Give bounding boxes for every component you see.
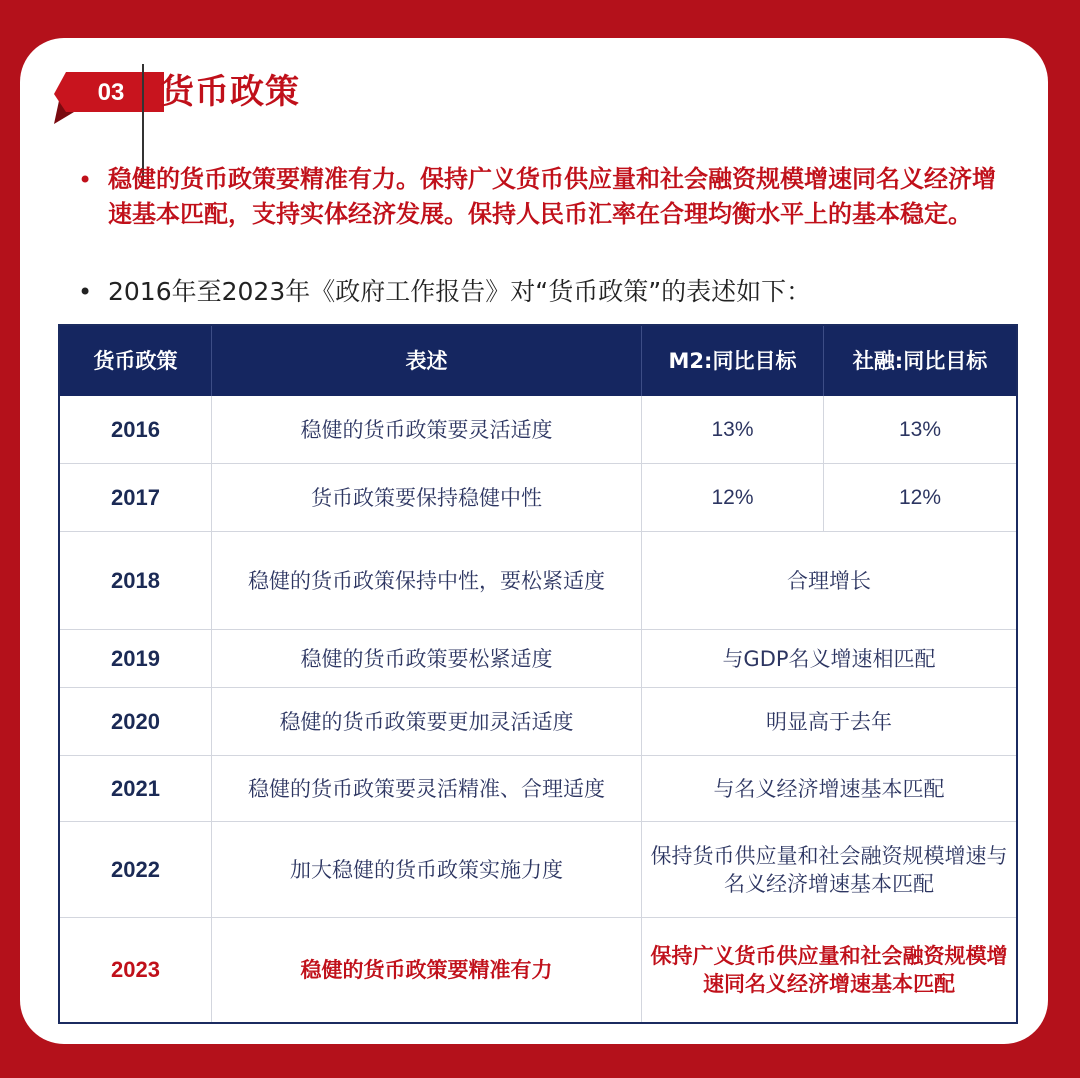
highlight-text: 稳健的货币政策要精准有力。保持广义货币供应量和社会融资规模增速同名义经济增速基本匹配，支持实体经济发展。保持人民币汇率在合理均衡水平上的基本稳定。 bbox=[108, 165, 996, 228]
table-cell-target: 合理增长 bbox=[642, 532, 1016, 630]
intro-bullet bbox=[78, 274, 1028, 314]
table-cell-statement: 稳健的货币政策要更加灵活适度 bbox=[212, 688, 642, 756]
table-cell-statement: 稳健的货币政策要精准有力 bbox=[212, 918, 642, 1022]
table-cell-statement: 稳健的货币政策要松紧适度 bbox=[212, 630, 642, 688]
table-cell-year: 2016 bbox=[60, 396, 212, 464]
intro-text: 2016年至2023年《政府工作报告》对“货币政策”的表述如下： bbox=[108, 277, 812, 306]
policy-table bbox=[58, 324, 1018, 1024]
table-header-statement: 表述 bbox=[212, 326, 642, 396]
table-cell-year: 2019 bbox=[60, 630, 212, 688]
table-cell-target: 与名义经济增速基本匹配 bbox=[642, 756, 1016, 822]
table-cell-year: 2017 bbox=[60, 464, 212, 532]
bullet-dot-icon: • bbox=[78, 166, 93, 194]
table-cell-year: 2021 bbox=[60, 756, 212, 822]
table-cell-m2: 13% bbox=[642, 396, 824, 464]
bullet-dot-icon: • bbox=[78, 278, 93, 306]
table-cell-statement: 稳健的货币政策保持中性，要松紧适度 bbox=[212, 532, 642, 630]
table-cell-target: 与GDP名义增速相匹配 bbox=[642, 630, 1016, 688]
table-cell-social-financing: 13% bbox=[824, 396, 1016, 464]
section-number: 03 bbox=[97, 79, 125, 106]
table-cell-target: 保持货币供应量和社会融资规模增速与名义经济增速基本匹配 bbox=[642, 822, 1016, 918]
table-cell-target: 明显高于去年 bbox=[642, 688, 1016, 756]
table-header-m2: M2:同比目标 bbox=[642, 326, 824, 396]
table-cell-statement: 加大稳健的货币政策实施力度 bbox=[212, 822, 642, 918]
table-cell-statement: 稳健的货币政策要灵活精准、合理适度 bbox=[212, 756, 642, 822]
table-cell-m2: 12% bbox=[642, 464, 824, 532]
section-number-ribbon bbox=[52, 66, 172, 124]
table-cell-year: 2020 bbox=[60, 688, 212, 756]
table-header-social-financing: 社融:同比目标 bbox=[824, 326, 1016, 396]
table-header-policy: 货币政策 bbox=[60, 326, 212, 396]
table-cell-social-financing: 12% bbox=[824, 464, 1016, 532]
table-cell-year: 2018 bbox=[60, 532, 212, 630]
table-cell-year: 2022 bbox=[60, 822, 212, 918]
section-title: 货币政策 bbox=[160, 72, 300, 112]
table-cell-year: 2023 bbox=[60, 918, 212, 1022]
table-cell-statement: 稳健的货币政策要灵活适度 bbox=[212, 396, 642, 464]
table-cell-statement: 货币政策要保持稳健中性 bbox=[212, 464, 642, 532]
highlight-bullet bbox=[78, 162, 1028, 272]
content-card bbox=[20, 38, 1048, 1044]
table-cell-target: 保持广义货币供应量和社会融资规模增速同名义经济增速基本匹配 bbox=[650, 944, 1008, 996]
